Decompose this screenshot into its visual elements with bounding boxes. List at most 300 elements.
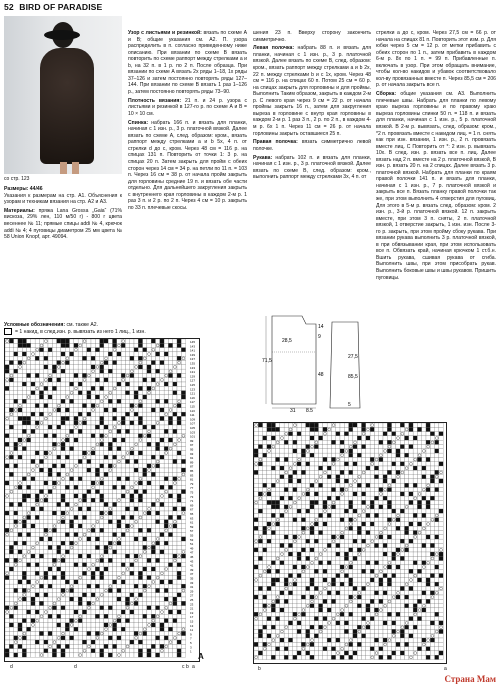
chart-cell (430, 453, 434, 457)
chart-cell (108, 412, 112, 416)
chart-cell (18, 468, 22, 472)
chart-cell (104, 601, 108, 605)
chart-cell (113, 584, 117, 588)
chart-cell (143, 571, 147, 575)
chart-cell (151, 434, 155, 438)
chart-cell (70, 498, 74, 502)
chart-cell (31, 361, 35, 365)
chart-cell (14, 649, 18, 653)
chart-cell (160, 477, 164, 481)
chart-cell (323, 445, 327, 449)
chart-cell (164, 545, 168, 549)
chart-cell (392, 470, 396, 474)
chart-cell (35, 455, 39, 459)
chart-cell (143, 567, 147, 571)
chart-cell (310, 423, 314, 427)
chart-cell (147, 404, 151, 408)
chart-cell (276, 500, 280, 504)
chart-cell (91, 416, 95, 420)
chart-cell (258, 509, 262, 513)
chart-cell (400, 535, 404, 539)
chart-cell (48, 537, 52, 541)
chart-cell (147, 644, 151, 648)
chart-cell (181, 369, 185, 373)
chart-cell (181, 653, 185, 657)
chart-cell (14, 584, 18, 588)
chart-cell (177, 378, 181, 382)
chart-cell (31, 498, 35, 502)
chart-cell (5, 614, 9, 618)
chart-cell (164, 541, 168, 545)
chart-cell (61, 369, 65, 373)
chart-cell (44, 438, 48, 442)
chart-cell (417, 539, 421, 543)
chart-cell (14, 481, 18, 485)
chart-cell (147, 563, 151, 567)
chart-cell (61, 455, 65, 459)
chart-cell (121, 356, 125, 360)
chart-cell (276, 552, 280, 556)
chart-cell (9, 369, 13, 373)
chart-cell (78, 567, 82, 571)
chart-cell (70, 528, 74, 532)
chart-cell (383, 531, 387, 535)
chart-cell (177, 485, 181, 489)
chart-cell (134, 533, 138, 537)
chart-cell (117, 369, 121, 373)
chart-cell (336, 462, 340, 466)
chart-cell (108, 343, 112, 347)
chart-cell (39, 416, 43, 420)
chart-cell (288, 548, 292, 552)
chart-cell (413, 539, 417, 543)
chart-cell (117, 627, 121, 631)
chart-cell (31, 537, 35, 541)
chart-cell (156, 472, 160, 476)
chart-cell (323, 505, 327, 509)
chart-cell (70, 576, 74, 580)
chart-cell (44, 442, 48, 446)
chart-cell (160, 356, 164, 360)
chart-cell (387, 470, 391, 474)
chart-cell (61, 623, 65, 627)
chart-cell (125, 382, 129, 386)
chart-cell (31, 472, 35, 476)
chart-cell (263, 462, 267, 466)
chart-cell (100, 614, 104, 618)
chart-cell (164, 631, 168, 635)
chart-cell (177, 610, 181, 614)
chart-cell (151, 528, 155, 532)
chart-cell (95, 485, 99, 489)
chart-cell (125, 515, 129, 519)
chart-cell (353, 475, 357, 479)
chart-cell (400, 505, 404, 509)
chart-cell (362, 427, 366, 431)
chart-cell (113, 421, 117, 425)
chart-cell (9, 425, 13, 429)
chart-cell (130, 343, 134, 347)
chart-cell (430, 535, 434, 539)
chart-cell (70, 571, 74, 575)
chart-cell (91, 468, 95, 472)
chart-cell (18, 619, 22, 623)
chart-cell (130, 644, 134, 648)
chart-cell (108, 356, 112, 360)
chart-cell (254, 436, 258, 440)
chart-cell (117, 477, 121, 481)
chart-cell (95, 640, 99, 644)
chart-cell (82, 541, 86, 545)
chart-cell (5, 498, 9, 502)
chart-cell (22, 386, 26, 390)
chart-cell (18, 361, 22, 365)
chart-cell (82, 554, 86, 558)
chart-cell (44, 545, 48, 549)
chart-cell (422, 427, 426, 431)
chart-cell (173, 576, 177, 580)
chart-cell (430, 432, 434, 436)
chart-cell (27, 408, 31, 412)
chart-cell (439, 543, 443, 547)
chart-cell (276, 548, 280, 552)
chart-cell (284, 552, 288, 556)
chart-cell (293, 466, 297, 470)
chart-cell (327, 475, 331, 479)
chart-cell (27, 391, 31, 395)
chart-cell (143, 485, 147, 489)
chart-cell (104, 485, 108, 489)
chart-cell (276, 436, 280, 440)
chart-cell (396, 492, 400, 496)
chart-cell (87, 481, 91, 485)
row-number: 47 (190, 550, 194, 555)
chart-cell (254, 466, 258, 470)
chart-cell (284, 496, 288, 500)
chart-cell (125, 348, 129, 352)
chart-cell (156, 524, 160, 528)
chart-cell (276, 539, 280, 543)
chart-cell (9, 391, 13, 395)
chart-cell (413, 548, 417, 552)
chart-cell (280, 475, 284, 479)
chart-cell (48, 339, 52, 343)
row-number: 115 (190, 404, 195, 409)
chart-cell (147, 421, 151, 425)
chart-cell (44, 515, 48, 519)
chart-cell (370, 488, 374, 492)
chart-cell (164, 558, 168, 562)
chart-cell (82, 352, 86, 356)
chart-cell (31, 451, 35, 455)
chart-cell (435, 445, 439, 449)
chart-cell (430, 427, 434, 431)
chart-cell (78, 356, 82, 360)
chart-cell (100, 472, 104, 476)
chart-cell (258, 423, 262, 427)
chart-cell (353, 453, 357, 457)
chart-cell (181, 391, 185, 395)
chart-cell (44, 451, 48, 455)
row-number: 125 (190, 383, 196, 387)
chart-cell (18, 434, 22, 438)
chart-cell (323, 552, 327, 556)
chart-cell (65, 537, 69, 541)
chart-cell (340, 483, 344, 487)
chart-cell (35, 545, 39, 549)
chart-cell (18, 507, 22, 511)
chart-cell (91, 606, 95, 610)
chart-cell (164, 610, 168, 614)
chart-cell (31, 606, 35, 610)
chart-cell (297, 552, 301, 556)
chart-cell (108, 554, 112, 558)
chart-cell (52, 567, 56, 571)
chart-cell (284, 488, 288, 492)
chart-cell (306, 453, 310, 457)
chart-cell (130, 494, 134, 498)
chart-cell (82, 515, 86, 519)
chart-cell (125, 498, 129, 502)
chart-cell (130, 416, 134, 420)
chart-cell (117, 533, 121, 537)
chart-cell (91, 429, 95, 433)
chart-cell (5, 640, 9, 644)
chart-cell (108, 459, 112, 463)
chart-cell (143, 636, 147, 640)
chart-cell (95, 361, 99, 365)
chart-cell (61, 601, 65, 605)
chart-cell (104, 451, 108, 455)
chart-cell (57, 515, 61, 519)
chart-cell (168, 528, 172, 532)
chart-cell (113, 416, 117, 420)
chart-cell (138, 412, 142, 416)
chart-cell (263, 475, 267, 479)
chart-cell (113, 373, 117, 377)
chart-cell (39, 395, 43, 399)
chart-cell (263, 423, 267, 427)
chart-cell (57, 361, 61, 365)
chart-cell (426, 423, 430, 427)
chart-cell (417, 548, 421, 552)
chart-cell (383, 513, 387, 517)
chart-cell (35, 571, 39, 575)
chart-cell (31, 421, 35, 425)
chart-cell (31, 369, 35, 373)
chart-cell (156, 378, 160, 382)
chart-cell (70, 631, 74, 635)
chart-cell (65, 421, 69, 425)
chart-cell (392, 457, 396, 461)
chart-cell (57, 421, 61, 425)
chart-cell (125, 356, 129, 360)
chart-cell (5, 481, 9, 485)
chart-cell (151, 369, 155, 373)
chart-cell (52, 459, 56, 463)
chart-cell (70, 588, 74, 592)
chart-cell (130, 490, 134, 494)
chart-cell (78, 416, 82, 420)
chart-cell (134, 348, 138, 352)
chart-cell (117, 567, 121, 571)
sleeve-schematic (326, 318, 368, 414)
chart-cell (113, 412, 117, 416)
chart-cell (61, 653, 65, 657)
chart-cell (173, 490, 177, 494)
chart-cell (100, 494, 104, 498)
chart-cell (173, 588, 177, 592)
chart-cell (57, 391, 61, 395)
chart-cell (121, 636, 125, 640)
chart-cell (22, 477, 26, 481)
chart-cell (138, 442, 142, 446)
chart-cell (27, 571, 31, 575)
chart-cell (143, 472, 147, 476)
chart-cell (14, 434, 18, 438)
chart-cell (117, 640, 121, 644)
chart-cell (293, 432, 297, 436)
chart-cell (284, 449, 288, 453)
chart-cell (426, 479, 430, 483)
chart-cell (310, 449, 314, 453)
chart-cell (91, 472, 95, 476)
chart-cell (39, 481, 43, 485)
chart-cell (52, 468, 56, 472)
chart-cell (297, 483, 301, 487)
chart-cell (91, 404, 95, 408)
chart-cell (31, 515, 35, 519)
chart-cell (48, 447, 52, 451)
chart-cell (160, 429, 164, 433)
chart-cell (357, 531, 361, 535)
chart-cell (409, 440, 413, 444)
chart-cell (70, 558, 74, 562)
chart-cell (387, 479, 391, 483)
chart-cell (177, 425, 181, 429)
chart-cell (366, 496, 370, 500)
chart-cell (91, 528, 95, 532)
chart-cell (392, 526, 396, 530)
chart-cell (177, 619, 181, 623)
chart-cell (65, 554, 69, 558)
chart-cell (323, 440, 327, 444)
chart-cell (74, 507, 78, 511)
chart-cell (52, 507, 56, 511)
chart-cell (117, 464, 121, 468)
chart-cell (134, 361, 138, 365)
chart-cell (379, 513, 383, 517)
chart-cell (125, 365, 129, 369)
chart-cell (138, 606, 142, 610)
chart-cell (392, 427, 396, 431)
chart-cell (147, 528, 151, 532)
chart-cell (52, 391, 56, 395)
chart-cell (61, 352, 65, 356)
chart-cell (168, 627, 172, 631)
chart-cell (48, 408, 52, 412)
left-front-text: набрать 88 п. и вязать для планки, начиная с 1 изн. р., 3 р. платочной вязкой. Далее вязать по схеме В, след. образом: кром., вязать раппорт между стрелками а и b 2х, 22 п. между стрелками b и c 1х, кром. Через 48 см = 116 р. на спицах 60 п. Потом 25 см = 60 р. на спицах закрыть для горловины и для проймы. Выполнить Таким образом, закрыть в каждом 2-м р. С левого края через 9 см = 22 р. от начала проймы закрыть 16 п., затем для закругления выреза в горловине с внутр края горловины в каждом 2-м р. 1 раз 3 п., 2 р. по 2 п., в каждом 4-м р. 6х 1 п. Через 11 см = 26 р. от начала горловины закрыть оставшиеся 25 п. (253, 45, 371, 137)
chart-cell (177, 447, 181, 451)
chart-cell (323, 449, 327, 453)
row-number: 39 (190, 567, 194, 572)
chart-cell (95, 606, 99, 610)
chart-cell (134, 459, 138, 463)
chart-cell (263, 445, 267, 449)
chart-cell (164, 438, 168, 442)
chart-cell (70, 502, 74, 506)
photo-leg (60, 162, 67, 174)
chart-cell (143, 580, 147, 584)
chart-cell (362, 457, 366, 461)
chart-cell (9, 455, 13, 459)
chart-cell (134, 447, 138, 451)
chart-cell (48, 507, 52, 511)
chart-cell (387, 488, 391, 492)
chart-cell (258, 522, 262, 526)
chart-cell (121, 481, 125, 485)
chart-cell (57, 507, 61, 511)
chart-cell (156, 640, 160, 644)
chart-cell (297, 449, 301, 453)
chart-cell (14, 442, 18, 446)
chart-cell (113, 515, 117, 519)
chart-cell (396, 423, 400, 427)
chart-cell (310, 548, 314, 552)
chart-cell (297, 513, 301, 517)
chart-cell (70, 485, 74, 489)
chart-cell (383, 436, 387, 440)
chart-cell (108, 386, 112, 390)
chart-cell (113, 378, 117, 382)
chart-cell (396, 531, 400, 535)
dim-label: 48 (318, 372, 324, 378)
chart-cell (39, 477, 43, 481)
chart-cell (271, 436, 275, 440)
chart-cell (65, 520, 69, 524)
chart-cell (168, 343, 172, 347)
chart-cell (271, 483, 275, 487)
chart-cell (310, 475, 314, 479)
chart-cell (405, 457, 409, 461)
chart-cell (27, 365, 31, 369)
chart-cell (134, 528, 138, 532)
chart-cell (143, 649, 147, 653)
chart-cell (413, 453, 417, 457)
chart-cell (35, 352, 39, 356)
chart-cell (113, 601, 117, 605)
chart-cell (130, 550, 134, 554)
chart-cell (100, 425, 104, 429)
chart-cell (327, 453, 331, 457)
chart-cell (35, 567, 39, 571)
chart-cell (147, 442, 151, 446)
chart-cell (48, 614, 52, 618)
chart-cell (435, 496, 439, 500)
chart-cell (430, 548, 434, 552)
chart-cell (276, 522, 280, 526)
chart-cell (392, 466, 396, 470)
column-4 (376, 30, 496, 283)
chart-cell (177, 339, 181, 343)
chart-cell (340, 496, 344, 500)
chart-cell (82, 640, 86, 644)
chart-cell (61, 412, 65, 416)
chart-cell (39, 464, 43, 468)
chart-cell (35, 537, 39, 541)
chart-cell (91, 378, 95, 382)
chart-cell (9, 636, 13, 640)
